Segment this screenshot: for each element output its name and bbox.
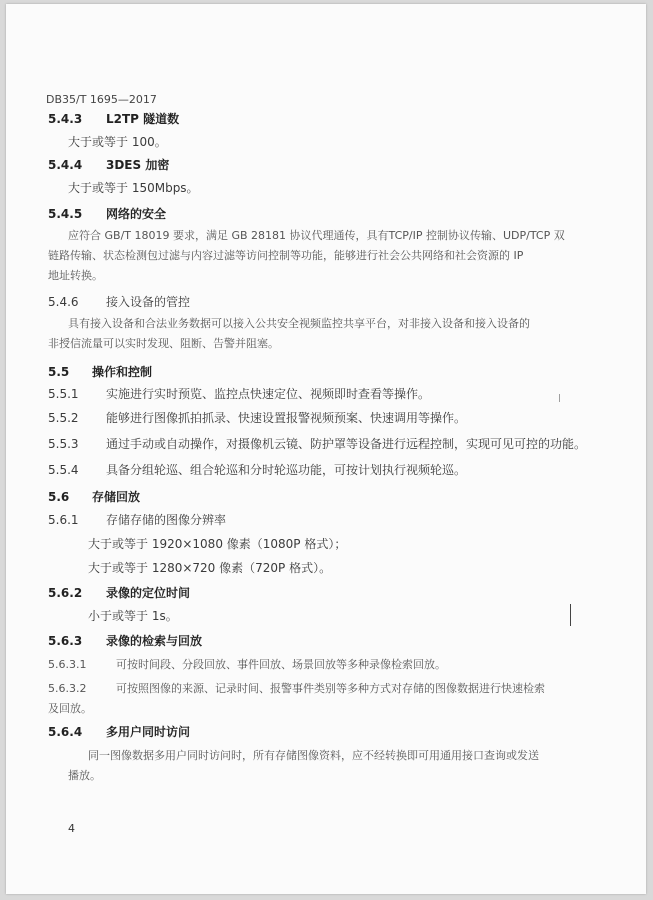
clause-text: 通过手动或自动操作，对摄像机云镜、防护罩等设备进行远程控制，实现可见可控的功能。 xyxy=(106,437,587,451)
section-title: 多用户同时访问 xyxy=(106,725,191,739)
section-number: 5.4.5 xyxy=(48,207,83,221)
clause-text: 可按照图像的来源、记录时间、报警事件类别等多种方式对存储的图像数据进行快速检索 xyxy=(116,682,545,695)
section-heading-5-4-6 xyxy=(48,294,190,310)
section-number: 5.6.2 xyxy=(48,586,83,600)
clause-text: 可按时间段、分段回放、事件回放、场景回放等多种录像检索回放。 xyxy=(116,658,446,671)
body-line: 非授信流量可以实时发现、阻断、告警并阻塞。 xyxy=(48,337,279,350)
section-heading-5-4-3 xyxy=(48,111,179,127)
body-line: 大于或等于 150Mbps。 xyxy=(68,181,199,195)
body-line: 大于或等于 1920×1080 像素（1080P 格式）； xyxy=(88,537,347,551)
clause-number: 5.5.1 xyxy=(48,387,79,401)
scan-mark xyxy=(559,394,560,402)
clause-5-5-1 xyxy=(48,386,430,402)
section-title: L2TP 隧道数 xyxy=(106,112,180,126)
body-line: 大于或等于 1280×720 像素（720P 格式）。 xyxy=(88,561,332,575)
section-number: 5.6 xyxy=(48,490,70,504)
section-title: 接入设备的管控 xyxy=(106,295,191,309)
section-number: 5.6.3 xyxy=(48,634,83,648)
section-title: 3DES 加密 xyxy=(106,158,170,172)
section-heading-5-4-4 xyxy=(48,157,169,173)
section-number: 5.4.3 xyxy=(48,112,83,126)
clause-5-6-3-2 xyxy=(48,681,545,697)
clause-text: 具备分组轮巡、组合轮巡和分时轮巡功能，可按计划执行视频轮巡。 xyxy=(106,463,467,477)
clause-5-5-4 xyxy=(48,462,466,478)
clause-5-6-1 xyxy=(48,512,226,528)
section-title: 操作和控制 xyxy=(92,365,153,379)
clause-number: 5.5.3 xyxy=(48,437,79,451)
clause-text: 实施进行实时预览、监控点快速定位、视频即时查看等操作。 xyxy=(106,387,431,401)
section-title: 录像的检索与回放 xyxy=(106,634,203,648)
section-heading-5-5 xyxy=(48,364,152,380)
clause-number: 5.5.2 xyxy=(48,411,79,425)
body-line: 小于或等于 1s。 xyxy=(88,609,178,623)
document-page xyxy=(6,4,646,894)
section-heading-5-6 xyxy=(48,489,140,505)
body-line: 播放。 xyxy=(68,769,101,782)
section-number: 5.4.6 xyxy=(48,295,79,309)
body-line: 大于或等于 100。 xyxy=(68,135,167,149)
section-number: 5.6.4 xyxy=(48,725,83,739)
body-line: 及回放。 xyxy=(48,702,92,715)
section-heading-5-6-3 xyxy=(48,633,202,649)
section-title: 存储回放 xyxy=(92,490,141,504)
body-line: 具有接入设备和合法业务数据可以接入公共安全视频监控共享平台，对非接入设备和接入设备的 xyxy=(68,317,530,330)
section-title: 网络的安全 xyxy=(106,207,167,221)
section-heading-5-4-5 xyxy=(48,206,166,222)
clause-number: 5.6.3.1 xyxy=(48,658,87,671)
body-line: 链路传输、状态检测包过滤与内容过滤等访问控制等功能，能够进行社会公共网络和社会资源的 IP xyxy=(48,249,524,262)
section-number: 5.4.4 xyxy=(48,158,83,172)
section-number: 5.5 xyxy=(48,365,70,379)
body-line: 地址转换。 xyxy=(48,269,103,282)
clause-number: 5.6.1 xyxy=(48,513,79,527)
section-heading-5-6-4 xyxy=(48,724,190,740)
scan-mark xyxy=(570,604,571,626)
clause-5-5-2 xyxy=(48,410,466,426)
page-number: 4 xyxy=(68,822,75,835)
clause-number: 5.5.4 xyxy=(48,463,79,477)
clause-number: 5.6.3.2 xyxy=(48,682,87,695)
body-line: 同一图像数据多用户同时访问时，所有存储图像资料，应不经转换即可用通用接口查询或发送 xyxy=(88,749,539,762)
clause-5-5-3 xyxy=(48,436,586,452)
section-title: 录像的定位时间 xyxy=(106,586,191,600)
doc-id: DB35/T 1695—2017 xyxy=(46,93,157,106)
clause-text: 能够进行图像抓拍抓录、快速设置报警视频预案、快速调用等操作。 xyxy=(106,411,467,425)
body-line: 应符合 GB/T 18019 要求，满足 GB 28181 协议代理通传，具有TCP/IP 控制协议传输、UDP/TCP 双 xyxy=(68,229,565,242)
section-heading-5-6-2 xyxy=(48,585,190,601)
clause-text: 存储存储的图像分辨率 xyxy=(106,513,227,527)
clause-5-6-3-1 xyxy=(48,657,446,673)
